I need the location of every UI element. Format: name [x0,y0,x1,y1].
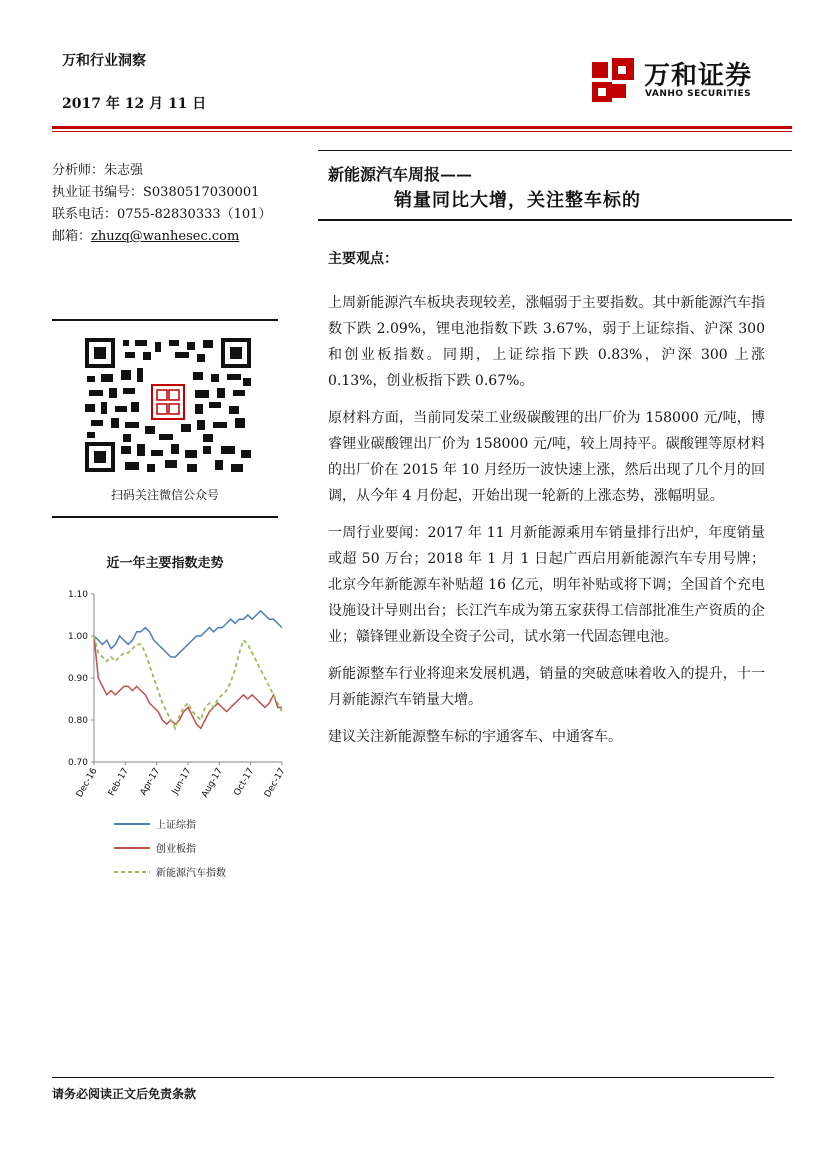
x-tick-label: Dec-17 [262,766,288,800]
analyst-email-link[interactable]: zhuzq@wanhesec.com [91,229,240,244]
legend-label: 新能源汽车指数 [156,868,226,879]
email-label: 邮箱： [52,229,92,244]
y-tick-label: 0.90 [67,674,88,684]
title-top-rule [318,150,792,151]
analyst-license: 执业证书编号：S0380517030001 [52,185,260,200]
left-divider-mid [52,516,278,518]
paragraph-materials: 原材料方面，当前同发荣工业级碳酸锂的出厂价为 158000 元/吨，博睿锂业碳酸锂出厂价为 158000 元/吨，较上周持平。碳酸锂等原材料的出厂价在 2015 年 10 月经历一波快速上涨，然后出现了几个月的回调，从今年 4 月份起，开始出现一轮新的上涨态势，涨幅明显。 [328,410,765,504]
y-tick-label: 0.80 [67,716,88,726]
summary-paragraphs [328,290,765,761]
paragraph-recommendation: 建议关注新能源整车标的宇通客车、中通客车。 [328,729,622,745]
logo-chinese-name: 万和证券 [644,61,753,91]
paragraph-outlook: 新能源整车行业将迎来发展机遇，销量的突破意味着收入的提升，十一月新能源汽车销量大增。 [328,666,765,708]
series-line-1 [94,611,282,657]
analyst-name: 分析师：朱志强 [52,163,144,178]
report-series-title: 万和行业洞察 [62,53,146,69]
header-rule-thin [52,131,792,132]
chart-title: 近一年主要指数走势 [106,556,224,571]
logo-english-name: VANHO SECURITIES [645,89,752,99]
paragraph-news: 一周行业要闻：2017 年 11 月新能源乘用车销量排行出炉，年度销量或超 50 万台；2018 年 1 月 1 日起广西启用新能源汽车专用号牌；北京今年新能源车补贴超 16 亿元，明年补贴或将下调；全国首个充电设施设计导则出台；长江汽车成为第五家获得工信部批准生产资质的企业；赣锋锂业新设全资子公司，试水第一代固态锂电池。 [328,525,765,645]
analyst-phone: 联系电话：0755-82830333（101） [52,207,272,222]
legend-label: 上证综指 [156,820,196,831]
x-tick-label: Dec-16 [74,766,100,800]
analyst-info [52,160,271,248]
left-divider-top [52,319,278,321]
analyst-email-row [52,226,271,248]
paragraph-market: 上周新能源汽车板块表现较差，涨幅弱于主要指数。其中新能源汽车指数下跌 2.09%，锂电池指数下跌 3.67%，弱于上证综指、沪深 300 和创业板指数。同期，上证综指下跌 0.83%，沪深 300 上涨 0.13%，创业板指下跌 0.67%。 [328,295,765,389]
index-trend-chart [52,580,292,900]
x-tick-label: Oct-17 [232,766,257,798]
x-tick-label: Feb-17 [106,766,131,799]
section-heading: 主要观点： [328,251,398,267]
header-rule [52,126,792,129]
qr-code-icon[interactable] [85,338,251,472]
x-tick-label: Jun-17 [170,766,194,797]
y-tick-label: 0.70 [67,758,88,768]
report-date: 2017 年 12 月 11 日 [62,96,207,112]
legend-label: 创业板指 [156,844,196,855]
report-title-line2: 销量同比大增，关注整车标的 [394,190,641,211]
qr-caption: 扫码关注微信公众号 [110,488,219,502]
y-tick-label: 1.00 [67,632,88,642]
y-tick-label: 1.10 [67,590,88,600]
report-title-line1: 新能源汽车周报—— [328,165,473,184]
series-line-3 [94,636,282,728]
title-bottom-rule [318,219,792,221]
x-tick-label: Aug-17 [200,766,225,800]
footer-disclaimer: 请务必阅读正文后免责条款 [52,1087,197,1101]
footer-rule [52,1077,774,1078]
series-line-2 [94,636,282,728]
x-tick-label: Apr-17 [138,766,163,798]
